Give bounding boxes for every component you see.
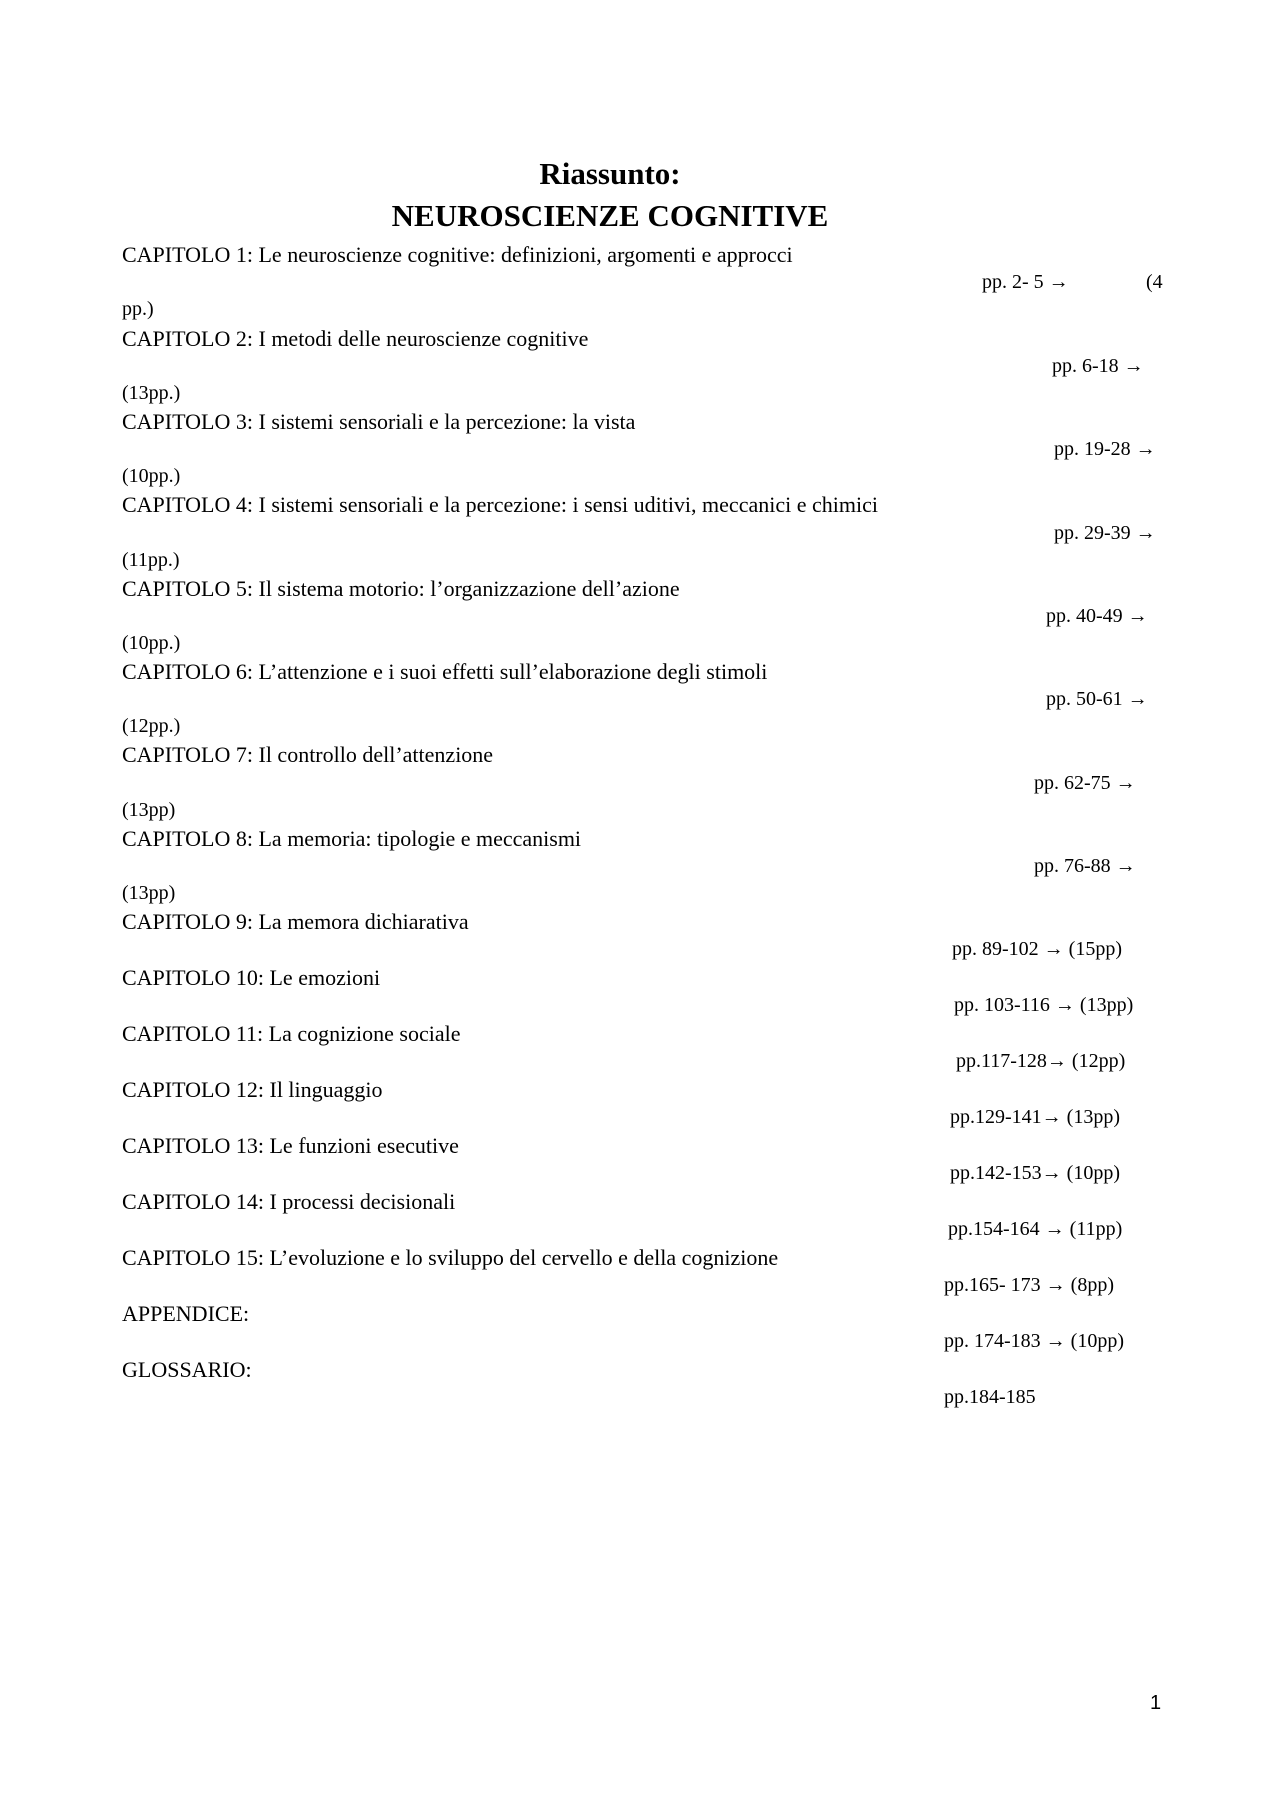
chapter-13-pages: pp.142-153→ (10pp) [950, 1162, 1120, 1184]
chapter-1-title: CAPITOLO 1: Le neuroscienze cognitive: definizioni, argomenti e approcci [122, 242, 793, 267]
chapter-3-count: (10pp.) [122, 465, 181, 487]
chapter-3-title: CAPITOLO 3: I sistemi sensoriali e la percezione: la vista [122, 409, 636, 434]
chapter-7-title: CAPITOLO 7: Il controllo dell’attenzione [122, 742, 494, 767]
chapter-2-title: CAPITOLO 2: I metodi delle neuroscienze cognitive [122, 326, 589, 351]
chapter-5-pages: pp. 40-49 → [1046, 605, 1148, 627]
document-subtitle: NEUROSCIENZE COGNITIVE [391, 198, 829, 233]
chapter-6-title: CAPITOLO 6: L’attenzione e i suoi effetti sull’elaborazione degli stimoli [122, 659, 768, 684]
chapter-9-pages: pp. 89-102 → (15pp) [952, 938, 1122, 960]
chapter-10-pages: pp. 103-116 → (13pp) [954, 994, 1134, 1016]
chapter-13-title: CAPITOLO 13: Le funzioni esecutive [122, 1133, 459, 1158]
glossary-pages: pp.184-185 [944, 1386, 1036, 1408]
chapter-2-pages: pp. 6-18 → [1052, 355, 1144, 377]
chapter-6-count: (12pp.) [122, 715, 181, 737]
chapter-1-count-a: (4 [1146, 271, 1163, 293]
chapter-6-pages: pp. 50-61 → [1046, 688, 1148, 710]
chapter-7-pages: pp. 62-75 → [1034, 772, 1136, 794]
chapter-4-count: (11pp.) [122, 549, 180, 571]
chapter-4-title: CAPITOLO 4: I sistemi sensoriali e la percezione: i sensi uditivi, meccanici e chimici [122, 492, 878, 517]
chapter-8-title: CAPITOLO 8: La memoria: tipologie e meccanismi [122, 826, 582, 851]
chapter-11-pages: pp.117-128→ (12pp) [956, 1050, 1126, 1072]
chapter-3-pages: pp. 19-28 → [1054, 438, 1156, 460]
chapter-8-count: (13pp) [122, 882, 176, 904]
chapter-7-count: (13pp) [122, 799, 176, 821]
document-title: Riassunto: [539, 156, 681, 191]
chapter-15-pages: pp.165- 173 → (8pp) [944, 1274, 1114, 1296]
page-number: 1 [1150, 1692, 1162, 1714]
chapter-8-pages: pp. 76-88 → [1034, 855, 1136, 877]
chapter-15-title: CAPITOLO 15: L’evoluzione e lo sviluppo del cervello e della cognizione [122, 1245, 779, 1270]
chapter-1-count-b: pp.) [122, 298, 154, 320]
chapter-9-title: CAPITOLO 9: La memora dichiarativa [122, 909, 469, 934]
appendix-pages: pp. 174-183 → (10pp) [944, 1330, 1124, 1352]
chapter-12-title: CAPITOLO 12: Il linguaggio [122, 1077, 383, 1102]
glossary-title: GLOSSARIO: [122, 1357, 252, 1382]
chapter-2-count: (13pp.) [122, 382, 181, 404]
chapter-14-title: CAPITOLO 14: I processi decisionali [122, 1189, 456, 1214]
chapter-4-pages: pp. 29-39 → [1054, 522, 1156, 544]
chapter-5-count: (10pp.) [122, 632, 181, 654]
chapter-11-title: CAPITOLO 11: La cognizione sociale [122, 1021, 461, 1046]
chapter-1-pages: pp. 2- 5 → [982, 271, 1069, 293]
chapter-14-pages: pp.154-164 → (11pp) [948, 1218, 1123, 1240]
chapter-5-title: CAPITOLO 5: Il sistema motorio: l’organizzazione dell’azione [122, 576, 680, 601]
chapter-10-title: CAPITOLO 10: Le emozioni [122, 965, 381, 990]
chapter-12-pages: pp.129-141→ (13pp) [950, 1106, 1120, 1128]
appendix-title: APPENDICE: [122, 1301, 250, 1326]
